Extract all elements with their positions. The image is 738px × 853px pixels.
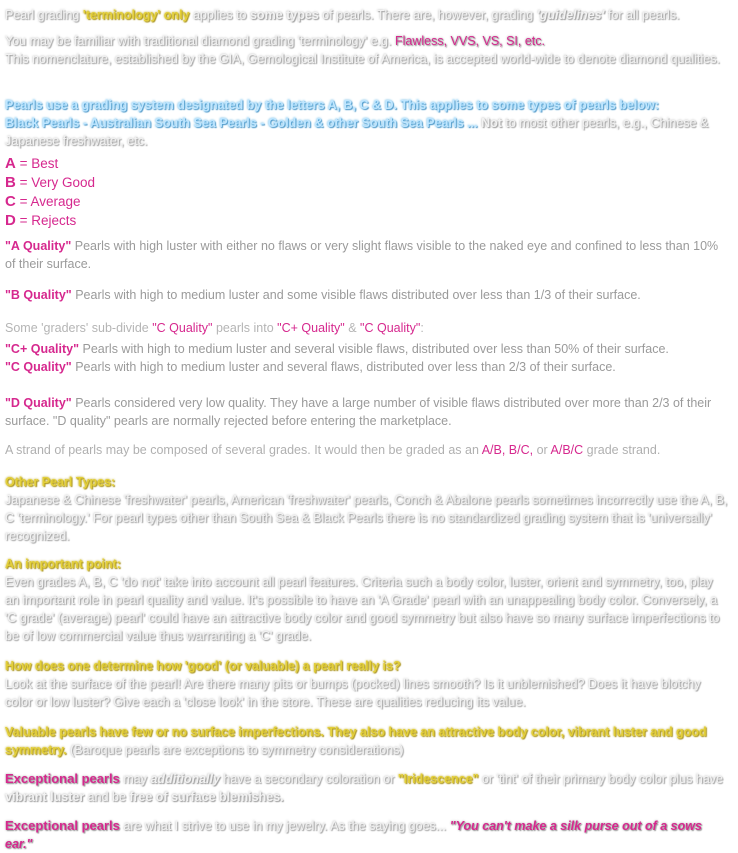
- strand-paragraph: A strand of pearls may be composed of several grades. It would then be graded as an A/B, B/C, or A/B/C grade strand.: [5, 443, 661, 457]
- subdivide-paragraph: Some 'graders' sub-divide "C Quality" pearls into "C+ Quality" & "C Quality":: [5, 321, 424, 335]
- quality-c-paragraph: "C Quality" Pearls with high to medium luster and several flaws, distributed over less than 2/3 of their surface.: [5, 360, 616, 374]
- grade-list: [5, 154, 730, 230]
- diamond-terminology-paragraph: You may be familiar with traditional diamond grading 'terminology' e.g. Flawless, VVS, VS, SI, etc. This nomenclature, established by the GIA, Gemological Institute of America, is accepted world-wide to denote diamond qualities.: [5, 34, 720, 66]
- other-pearl-types-heading: Other Pearl Types:: [5, 475, 116, 489]
- quality-d-paragraph: "D Quality" Pearls considered very low quality. They have a large number of visible flaws distributed over more than 2/3 of their surface. "D quality" pearls are normally rejected before entering the marketplace.: [5, 396, 712, 428]
- how-good-heading: How does one determine how 'good' (or valuable) a pearl really is?: [5, 659, 401, 673]
- exceptional-pearls-quote-paragraph: Exceptional pearls are what I strive to use in my jewelry. As the saying goes... "You can't make a silk purse out of a sows ear.": [5, 818, 702, 851]
- grade-c: C = Average: [5, 193, 81, 210]
- valuable-pearls-paragraph: Valuable pearls have few or no surface imperfections. They also have an attractive body color, vibrant luster and good symmetry. (Baroque pearls are exceptions to symmetry considerations): [5, 725, 707, 757]
- diamond-terms: Flawless, VVS, VS, SI, etc.: [394, 34, 546, 48]
- quality-a-paragraph: "A Quality" Pearls with high luster with either no flaws or very slight flaws visible to the naked eye and confined to less than 10% of their surface.: [5, 239, 719, 271]
- other-pearl-types: Other Pearl Types: Japanese & Chinese 'freshwater' pearls, American 'freshwater' pearls, Conch & Abalone pearls sometimes incorrectly use the A, B, C 'terminology.' For pearl types other than South Sea & Black Pearls there is no standardized grading system that is 'universally' recognized.: [5, 475, 728, 543]
- grade-d: D = Rejects: [5, 212, 77, 229]
- important-point: An important point: Even grades A, B, C 'do not' take into account all pearl features. Criteria such a body color, luster, orient and symmetry, too, play an important role in pearl quality and value. It's possible to have an 'A Grade' pearl with an unappealing body color. Conversely, a 'C grade' (average) pearl' could have an attractive body color and good symmetry but also have so many surface imperfections to be of low commercial value thus warranting a 'C' grade.: [5, 557, 720, 643]
- intro-line: Pearl grading 'terminology' only applies to some types of pearls. There are, however, grading 'guidelines' for all pearls.: [5, 8, 680, 22]
- important-point-heading: An important point:: [5, 557, 121, 571]
- sows-ear-quote: "You can't make a silk purse out of a sows ear.": [5, 819, 702, 851]
- how-good-section: How does one determine how 'good' (or valuable) a pearl really is? Look at the surface of the pearl! Are there many pits or bumps (pocked) lines smooth? Is it unblemished? Does it have blotchy color or low luster? Give each a 'close look' in the store. These are qualities reducing its value.: [5, 659, 701, 709]
- grade-b: B = Very Good: [5, 174, 96, 191]
- quality-b-paragraph: "B Quality" Pearls with high to medium luster and some visible flaws distributed over less than 1/3 of their surface.: [5, 288, 641, 302]
- grade-a: A = Best: [5, 155, 59, 172]
- grading-system-paragraph: Pearls use a grading system designated by the letters A, B, C & D. This applies to some types of pearls below: Black Pearls - Australian South Sea Pearls - Golden & other South Sea Pearls ... Not to most other pearls, e.g., Chinese & Japanese freshwater, etc.: [5, 98, 709, 148]
- quality-cplus-paragraph: "C+ Quality" Pearls with high to medium luster and several visible flaws, distributed over less than 50% of their surface.: [5, 342, 669, 356]
- exceptional-pearls-paragraph: Exceptional pearls may additionally have a secondary coloration or "Iridescence" or 'tint' of their primary body color plus have vibrant luster and be free of surface blemishes.: [5, 771, 723, 804]
